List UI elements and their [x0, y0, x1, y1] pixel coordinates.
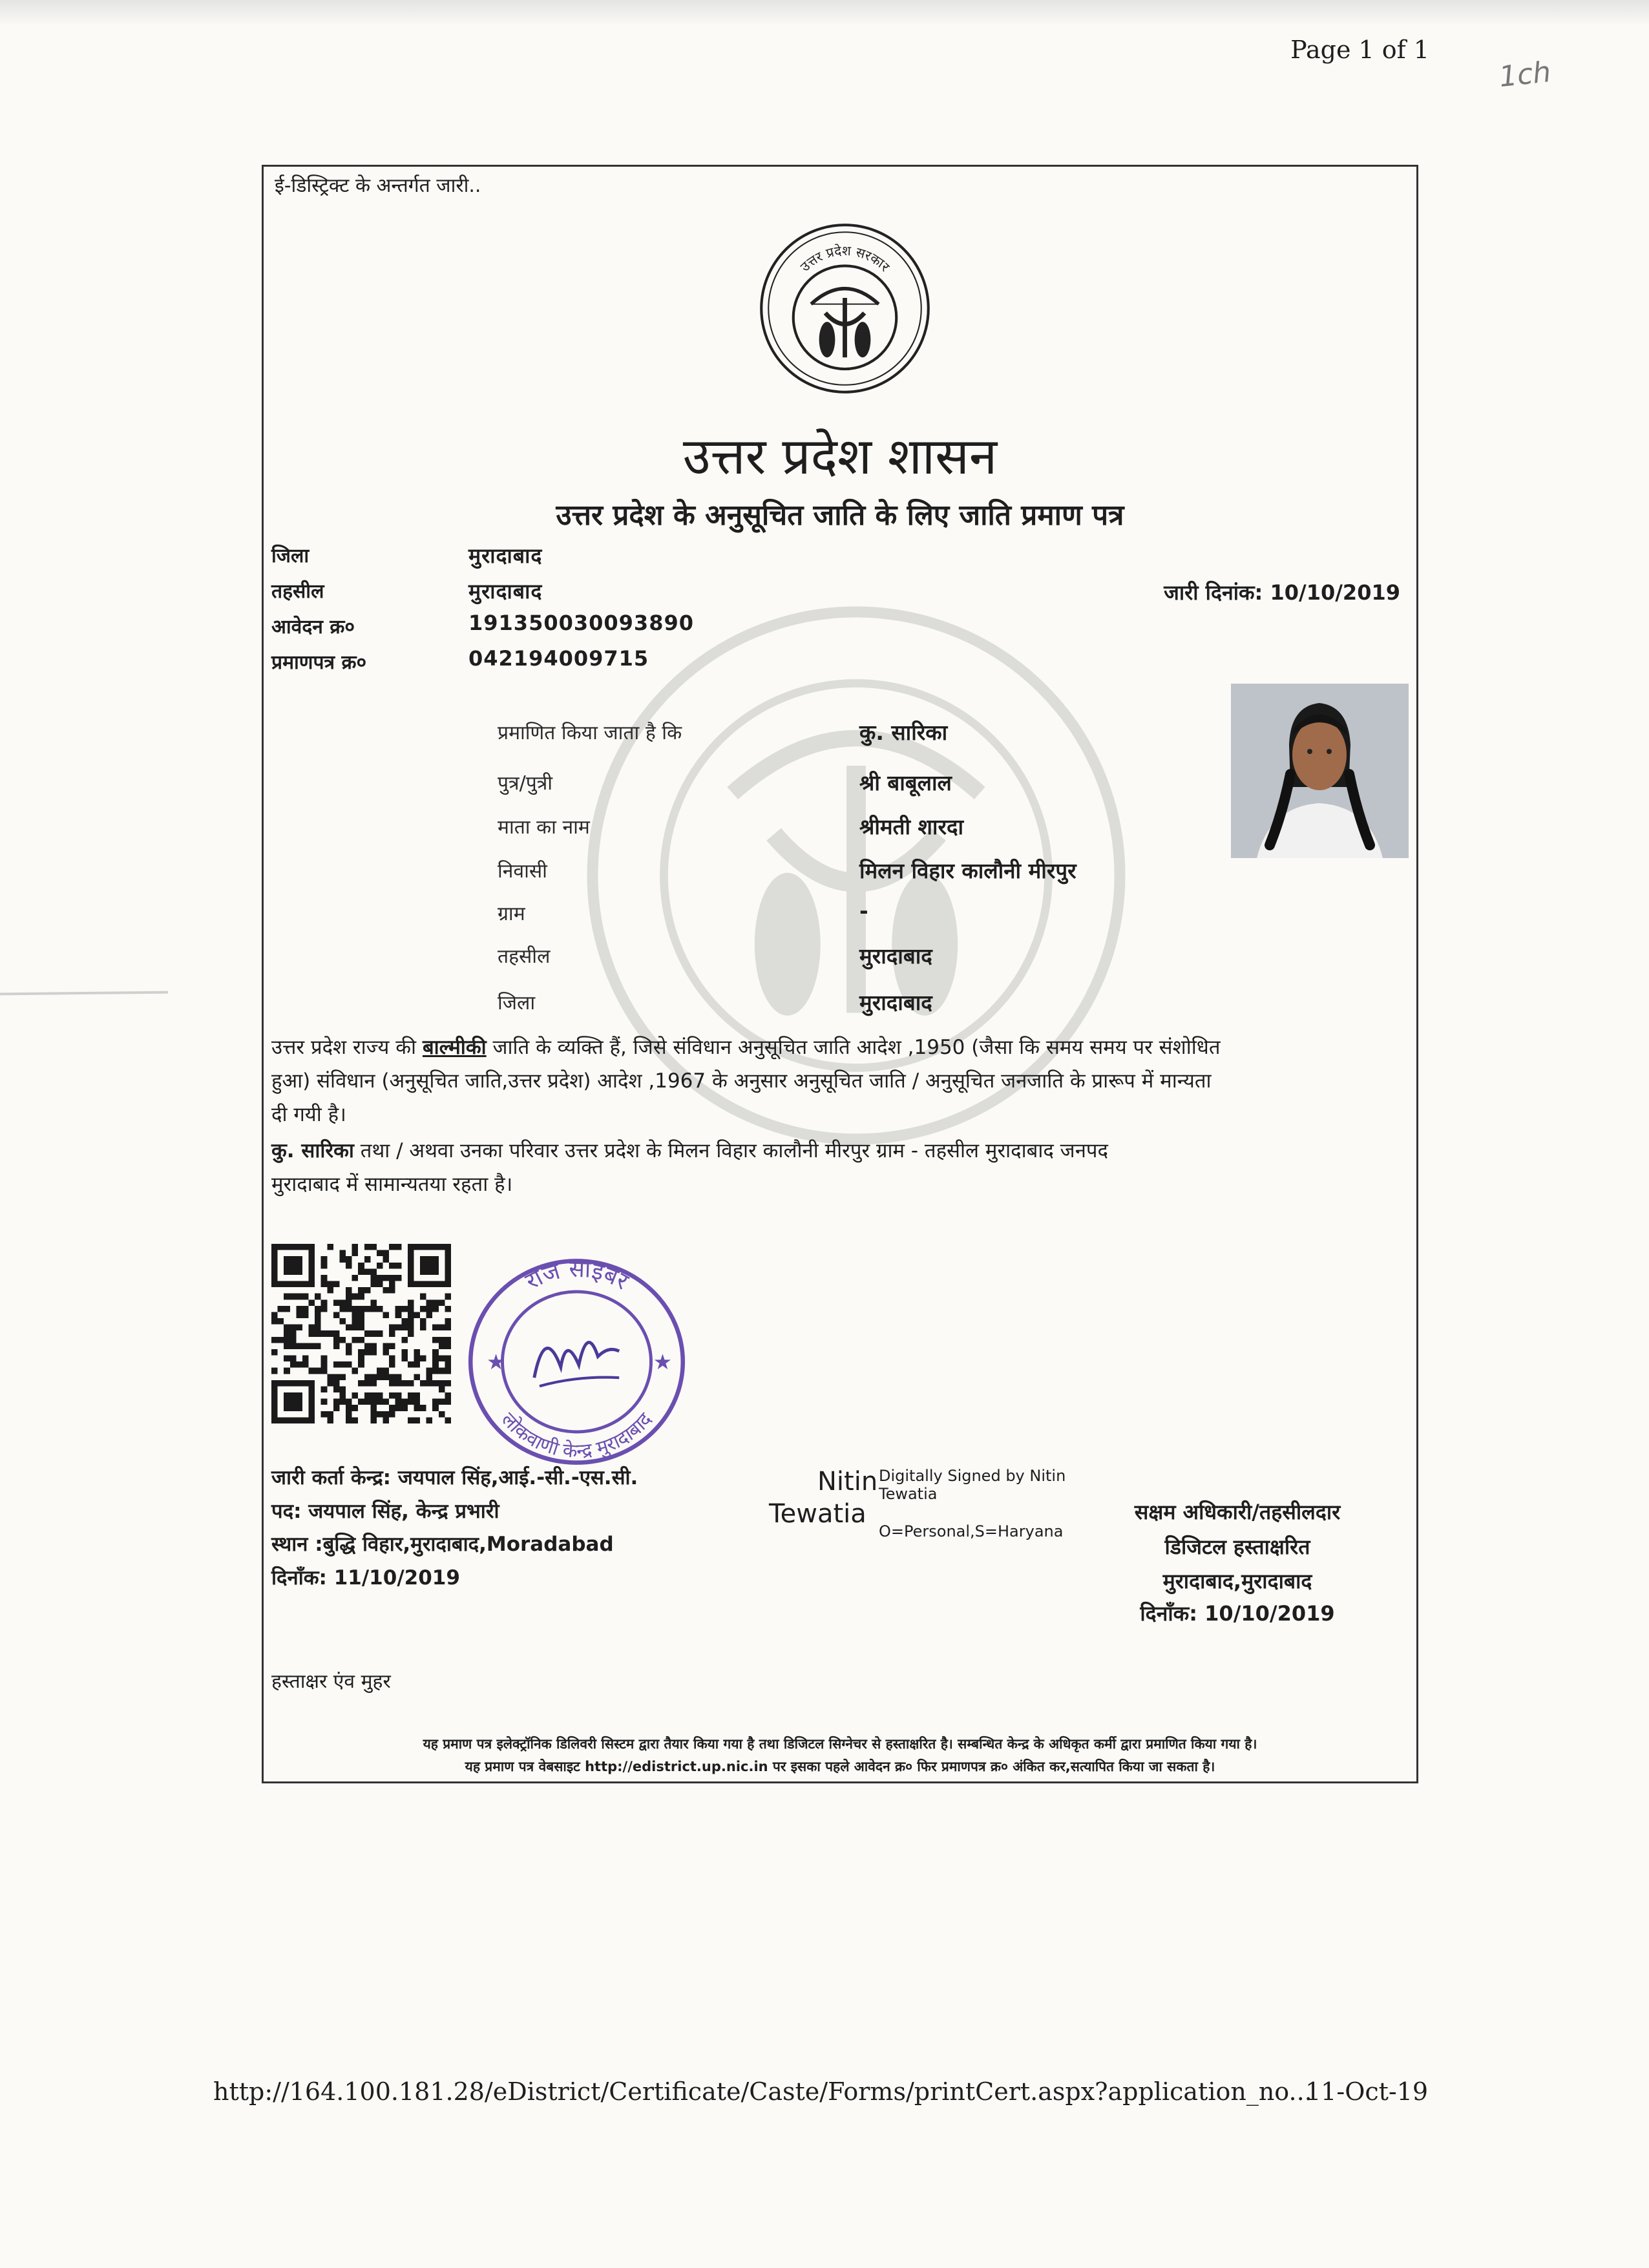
detail-value-resident: मिलन विहार कालौनी मीरपुर: [859, 858, 1077, 883]
application-number-label: आवेदन क्र०: [271, 616, 355, 638]
page-number: Page 1 of 1: [1290, 36, 1429, 64]
caste-paragraph-prefix: उत्तर प्रदेश राज्य की: [271, 1036, 423, 1059]
footnote-line1: यह प्रमाण पत्र इलेक्ट्रॉनिक डिलिवरी सिस्टम द्वारा तैयार किया गया है तथा डिजिटल सिग्नेचर से हस्ताक्षरित है। सम्बन्धित केन्द्र के अधिकृत कर्मी द्वारा प्रमाणित किया गया है।: [423, 1736, 1257, 1752]
residence-paragraph: [271, 1134, 1409, 1201]
district-value: मुरादाबाद: [468, 543, 543, 568]
issuer-date: दिनाँक: 11/10/2019: [271, 1566, 460, 1590]
paper-fold-line: [0, 991, 168, 996]
digital-signature-line3: O=Personal,S=Haryana: [879, 1522, 1064, 1540]
caste-name: बाल्मीकी: [422, 1036, 487, 1059]
digital-signature-line2: Tewatia: [879, 1485, 938, 1503]
digital-signer-name-first: Nitin: [817, 1467, 878, 1496]
svg-text:★: ★: [486, 1350, 506, 1374]
tehsil-value: मुरादाबाद: [468, 579, 543, 604]
up-government-emblem: [756, 220, 934, 397]
issuer-post: पद: जयपाल सिंह, केन्द्र प्रभारी: [271, 1500, 499, 1523]
detail-label-certified: प्रमाणित किया जाता है कि: [498, 722, 682, 744]
handwritten-note: 1ch: [1497, 55, 1553, 94]
detail-label-village: ग्राम: [498, 903, 525, 925]
applicant-photo: [1231, 684, 1409, 858]
footnote-line2: यह प्रमाण पत्र वेबसाइट http://edistrict.up.nic.in पर इसका पहले आवेदन क्र० फिर प्रमाणपत्र क्र० अंकित कर,सत्यापित किया जा सकता है।: [465, 1759, 1215, 1774]
authority-place: मुरादाबाद,मुरादाबाद: [1162, 1569, 1312, 1593]
scan-edge: [0, 0, 1649, 26]
certificate-number-value: 042194009715: [468, 646, 649, 671]
residence-paragraph-line2: मुरादाबाद में सामान्यतया रहता है।: [271, 1173, 513, 1196]
verification-qr-code: [271, 1244, 451, 1423]
district-label: जिला: [271, 545, 310, 567]
government-title: उत्तर प्रदेश शासन: [682, 428, 998, 486]
authority-title: सक्षम अधिकारी/तहसीलदार: [1134, 1500, 1341, 1524]
detail-value-mother: श्रीमती शारदा: [859, 814, 964, 839]
sign-and-seal-label: हस्ताक्षर एंव मुहर: [271, 1670, 391, 1693]
authority-date: दिनाँक: 10/10/2019: [1140, 1601, 1335, 1626]
qr-modules: [271, 1244, 451, 1423]
certificate-title: उत्तर प्रदेश के अनुसूचित जाति के लिए जाति प्रमाण पत्र: [556, 499, 1124, 532]
svg-text:राज साइबर: राज साइबर: [520, 1254, 634, 1296]
detail-label-mother: माता का नाम: [498, 816, 590, 839]
digital-signer-name-last: Tewatia: [769, 1499, 867, 1529]
office-seal: [459, 1250, 695, 1473]
detail-label-district: जिला: [498, 992, 536, 1014]
detail-value-tehsil: मुरादाबाद: [859, 943, 932, 969]
residence-paragraph-line1: तथा / अथवा उनका परिवार उत्तर प्रदेश के मिलन विहार कालौनी मीरपुर ग्राम - तहसील मुरादाबाद जनपद: [353, 1139, 1108, 1162]
caste-paragraph-line1: जाति के व्यक्ति हैं, जिसे संविधान अनुसूचित जाति आदेश ,1950 (जैसा कि समय समय पर संशोधित: [486, 1036, 1221, 1059]
svg-text:उत्तर प्रदेश सरकार: उत्तर प्रदेश सरकार: [797, 242, 893, 275]
svg-text:★: ★: [653, 1350, 673, 1374]
issuer-place: स्थान :बुद्धि विहार,मुरादाबाद,Moradabad: [271, 1533, 614, 1556]
issue-date: जारी दिनांक: 10/10/2019: [1164, 580, 1400, 605]
svg-text:लोकवाणी केन्द्र मुरादाबाद: लोकवाणी केन्द्र मुरादाबाद: [497, 1408, 656, 1462]
detail-value-village: -: [859, 898, 868, 923]
print-date: 11-Oct-19: [1305, 2077, 1429, 2106]
detail-label-tehsil: तहसील: [498, 945, 551, 968]
caste-paragraph-line3: दी गयी है।: [271, 1103, 346, 1126]
print-url: http://164.100.181.28/eDistrict/Certificate/Caste/Forms/printCert.aspx?application_no...: [213, 2077, 1312, 2106]
caste-paragraph-line2: हुआ) संविधान (अनुसूचित जाति,उत्तर प्रदेश) आदेश ,1967 के अनुसार अनुसूचित जाति / अनुसूचित जनजाति के प्रारूप में मान्यता: [271, 1069, 1212, 1093]
tehsil-label: तहसील: [271, 580, 324, 603]
certificate-number-label: प्रमाणपत्र क्र०: [271, 651, 367, 674]
detail-value-name: कु. सारिका: [859, 720, 948, 745]
applicant-name-inline: कु. सारिका: [271, 1139, 354, 1162]
detail-label-resident: निवासी: [498, 860, 547, 883]
digital-signature-line1: Digitally Signed by Nitin: [879, 1467, 1066, 1485]
issuing-centre: जारी कर्ता केन्द्र: जयपाल सिंह,आई.-सी.-एस.सी.: [271, 1466, 638, 1489]
detail-value-district: मुरादाबाद: [859, 990, 932, 1015]
issued-under-text: ई-डिस्ट्रिक्ट के अन्तर्गत जारी..: [275, 174, 481, 197]
application-number-value: 191350030093890: [468, 611, 694, 635]
caste-paragraph: [271, 1031, 1409, 1131]
detail-label-son-daughter: पुत्र/पुत्री: [498, 772, 553, 795]
authority-digitally-signed: डिजिटल हस्ताक्षरित: [1164, 1535, 1310, 1559]
detail-value-father: श्री बाबूलाल: [859, 770, 952, 795]
